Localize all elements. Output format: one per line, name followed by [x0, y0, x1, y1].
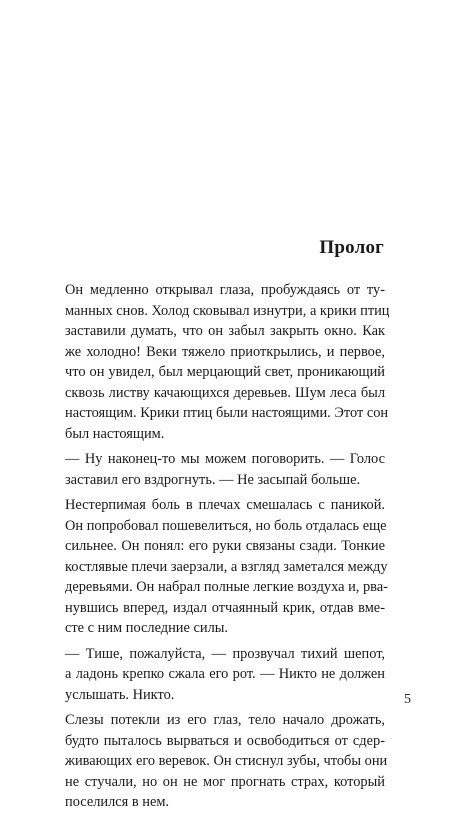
text-line: манных снов. Холод сковывал изнутри, а крики птиц [65, 302, 390, 319]
text-line: настоящим. Крики птиц были настоящими. Этот сон [65, 405, 389, 421]
text-line: Он медленно открывал глаза, пробуждаясь от ту- [65, 282, 385, 298]
paragraph [45, 644, 385, 706]
text-line: же холодно! Веки тяжело приоткрылись, и первое, [65, 343, 385, 360]
chapter-title: Пролог [319, 237, 384, 258]
text-line: заставил его вздрогнуть. — Не засыпай больше. [65, 471, 361, 488]
text-line: был настоящим. [65, 425, 165, 442]
text-line: сильнее. Он понял: его руки связаны сзади. Тонкие [65, 538, 385, 554]
text-line: а ладонь крепко сжала его рот. — Никто не должен [65, 666, 385, 682]
text-line: заставили думать, что он забыл закрыть окно. Как [65, 323, 385, 339]
text-line: не стучали, но он не мог прогнать страх, который [65, 773, 385, 790]
text-line: нувшись вперед, издал отчаянный крик, отдав вме- [65, 599, 385, 616]
text-line: живающих его веревок. Он стиснул зубы, чтобы они [65, 753, 388, 769]
text-line: услышать. Никто. [65, 686, 175, 703]
text-line: костлявые плечи заерзали, а взгляд заметался между [65, 558, 388, 575]
text-line: деревьями. Он набрал полные легкие воздуха и, рва- [65, 579, 388, 595]
text-line: Нестерпимая боль в плечах смешалась с паникой. [65, 497, 385, 513]
text-line: сте с ним последние силы. [65, 620, 229, 636]
text-line: сквозь листву качающихся деревьев. Шум леса был [65, 384, 385, 401]
text-line: — Тише, пожалуйста, — прозвучал тихий шепот, [65, 645, 385, 662]
paragraph [45, 449, 385, 490]
text-line: будто пыталось вырваться и освободиться от сдер- [65, 732, 385, 749]
text-line: что он увидел, был мерцающий свет, проникающий [65, 364, 385, 380]
paragraph [45, 280, 390, 444]
paragraph [45, 710, 388, 813]
text-line: поселился в нем. [65, 794, 170, 810]
text-line: Он попробовал пошевелиться, но боль отдалась еще [65, 517, 387, 534]
text-line: — Ну наконец-то мы можем поговорить. — Голос [65, 451, 385, 467]
paragraph [45, 495, 388, 639]
text-line: Слезы потекли из его глаз, тело начало дрожать, [65, 712, 385, 728]
page-number: 5 [404, 692, 411, 707]
chapter-body [45, 280, 390, 818]
